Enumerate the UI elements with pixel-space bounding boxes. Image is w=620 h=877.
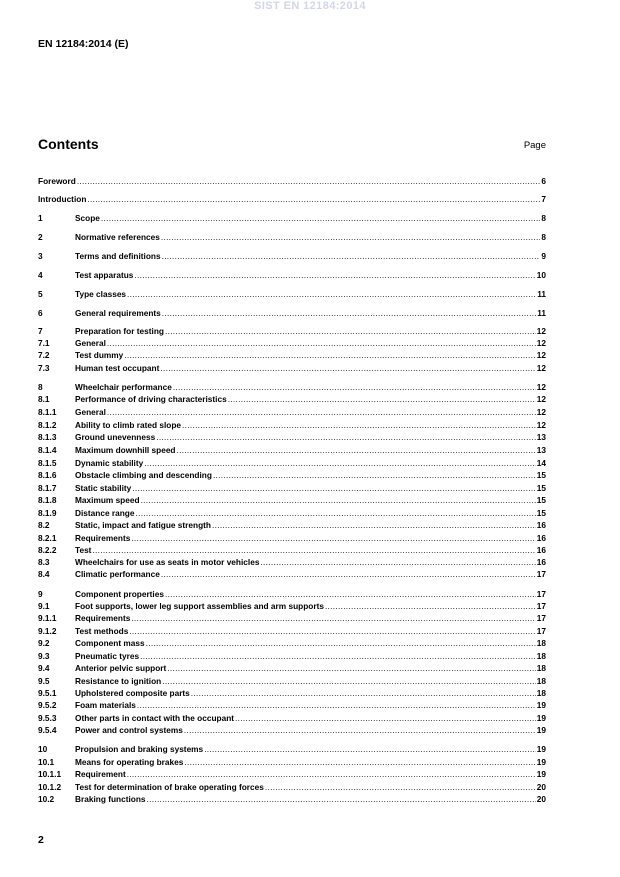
toc-entry-title: Test methods	[75, 626, 129, 636]
toc-entry-title: Type classes	[75, 289, 127, 299]
watermark: SIST EN 12184:2014	[254, 0, 366, 12]
toc-entry-page: 17	[536, 613, 546, 623]
toc-entry-number: 9.1.1	[38, 613, 57, 623]
toc-leader-dots	[184, 725, 536, 736]
toc-entry-title: Maximum downhill speed	[75, 445, 176, 455]
toc-entry-page: 13	[536, 445, 546, 455]
toc-entry-number: 4	[38, 270, 43, 280]
toc-entry-title: Distance range	[75, 508, 135, 518]
toc-entry-number: 9.5.2	[38, 700, 57, 710]
toc-entry-number: 7	[38, 326, 43, 336]
toc-leader-dots	[107, 407, 536, 418]
toc-entry	[38, 700, 546, 711]
toc-entry	[38, 613, 546, 624]
toc-leader-dots	[260, 557, 535, 568]
toc-entry	[38, 251, 546, 262]
toc-leader-dots	[162, 251, 541, 262]
toc-entry-title: Performance of driving characteristics	[75, 394, 227, 404]
toc-entry-page: 7	[541, 194, 546, 204]
toc-entry-number: 7.1	[38, 338, 50, 348]
toc-entry-page: 17	[536, 601, 546, 611]
toc-entry-number: 2	[38, 232, 43, 242]
toc-entry-number: 9.5.4	[38, 725, 57, 735]
toc-entry-number: 5	[38, 289, 43, 299]
toc-entry-title: Ability to climb rated slope	[75, 420, 182, 430]
toc-entry-page: 18	[536, 638, 546, 648]
toc-entry-number: 8	[38, 382, 43, 392]
toc-entry-title: Ground unevenness	[75, 432, 156, 442]
toc-entry-number: 8.3	[38, 557, 50, 567]
document-id: EN 12184:2014 (E)	[38, 38, 129, 50]
toc-entry-number: 8.1.1	[38, 407, 57, 417]
toc-entry-title: Requirements	[75, 613, 131, 623]
toc-entry	[38, 638, 546, 649]
toc-leader-dots	[161, 569, 536, 580]
toc-entry-page: 15	[536, 470, 546, 480]
toc-entry	[38, 232, 546, 243]
toc-entry-title: Maximum speed	[75, 495, 140, 505]
toc-entry-title: Dynamic stability	[75, 458, 144, 468]
toc-leader-dots	[165, 326, 536, 337]
toc-entry	[38, 713, 546, 724]
toc-entry	[38, 688, 546, 699]
toc-entry-page: 16	[536, 545, 546, 555]
toc-entry-page: 17	[536, 626, 546, 636]
toc-entry-number: 9.1.2	[38, 626, 57, 636]
toc-entry-title: Upholstered composite parts	[75, 688, 190, 698]
toc-leader-dots	[265, 782, 536, 793]
toc-entry-number: 8.1.9	[38, 508, 57, 518]
toc-entry-page: 10	[536, 270, 546, 280]
page-column-heading: Page	[523, 140, 546, 151]
toc-entry	[38, 744, 546, 755]
toc-entry-page: 15	[536, 495, 546, 505]
toc-entry-title: Terms and definitions	[75, 251, 161, 261]
toc-leader-dots	[213, 470, 536, 481]
toc-entry	[38, 194, 546, 205]
toc-entry-title: Test apparatus	[75, 270, 134, 280]
toc-entry	[38, 663, 546, 674]
toc-entry-title: General	[75, 338, 106, 348]
toc-leader-dots	[131, 613, 535, 624]
toc-entry-page: 9	[541, 251, 546, 261]
toc-entry-number: 9.2	[38, 638, 50, 648]
toc-entry	[38, 651, 546, 662]
toc-entry-title: Obstacle climbing and descending	[75, 470, 212, 480]
toc-entry-title: Static stability	[75, 483, 132, 493]
toc-entry-page: 17	[536, 589, 546, 599]
toc-entry-title: Pneumatic tyres	[75, 651, 140, 661]
toc-entry-title: Climatic performance	[75, 569, 160, 579]
toc-entry-number: 9.5.1	[38, 688, 57, 698]
toc-entry-number: 8.2	[38, 520, 50, 530]
toc-leader-dots	[167, 663, 535, 674]
toc-leader-dots	[184, 757, 535, 768]
toc-leader-dots	[124, 350, 536, 361]
toc-leader-dots	[131, 533, 535, 544]
toc-entry-title: Foot supports, lower leg support assemblies and arm supports	[75, 601, 324, 611]
toc-entry-number: 8.2.2	[38, 545, 57, 555]
toc-leader-dots	[134, 270, 535, 281]
toc-entry-title: Component mass	[75, 638, 145, 648]
toc-entry-page: 13	[536, 432, 546, 442]
toc-entry-page: 12	[536, 338, 546, 348]
page-title: Contents	[38, 136, 99, 152]
toc-entry	[38, 213, 546, 224]
toc-entry-number: 1	[38, 213, 43, 223]
toc-leader-dots	[129, 626, 535, 637]
toc-entry-page: 19	[536, 713, 546, 723]
toc-entry-number: 8.1	[38, 394, 50, 404]
toc-entry-number: 10.2	[38, 794, 55, 804]
toc-entry	[38, 569, 546, 580]
toc-entry-page: 6	[541, 176, 546, 186]
toc-entry-page: 11	[537, 289, 546, 299]
toc-entry-page: 12	[536, 382, 546, 392]
toc-entry-page: 12	[536, 420, 546, 430]
toc-entry-page: 11	[537, 308, 546, 318]
toc-entry-page: 17	[536, 569, 546, 579]
toc-entry-page: 12	[536, 394, 546, 404]
toc-leader-dots	[137, 700, 536, 711]
toc-entry	[38, 363, 546, 374]
toc-entry-number: 6	[38, 308, 43, 318]
toc-entry-number: 9.3	[38, 651, 50, 661]
toc-leader-dots	[191, 688, 536, 699]
toc-entry	[38, 520, 546, 531]
toc-entry-title: Propulsion and braking systems	[75, 744, 204, 754]
toc-entry	[38, 782, 546, 793]
toc-entry-page: 15	[536, 508, 546, 518]
toc-entry	[38, 445, 546, 456]
toc-leader-dots	[204, 744, 536, 755]
toc-entry-number: 10	[38, 744, 48, 754]
toc-leader-dots	[212, 520, 536, 531]
toc-entry-number: 8.4	[38, 569, 50, 579]
toc-entry-number: 7.3	[38, 363, 50, 373]
toc-entry	[38, 289, 546, 300]
toc-leader-dots	[144, 458, 536, 469]
toc-leader-dots	[146, 638, 536, 649]
toc-entry-number: 9	[38, 589, 43, 599]
toc-entry-number: 8.2.1	[38, 533, 57, 543]
toc-entry-title: Requirement	[75, 769, 126, 779]
toc-leader-dots	[235, 713, 536, 724]
toc-entry-title: Power and control systems	[75, 725, 183, 735]
toc-entry-number: 9.1	[38, 601, 50, 611]
toc-leader-dots	[182, 420, 536, 431]
toc-leader-dots	[161, 232, 541, 243]
toc-entry-title: General requirements	[75, 308, 161, 318]
toc-entry-title: Static, impact and fatigue strength	[75, 520, 211, 530]
toc-entry-number: 8.1.2	[38, 420, 57, 430]
toc-entry-number: 8.1.4	[38, 445, 57, 455]
toc-entry-title: Other parts in contact with the occupant	[75, 713, 235, 723]
toc-leader-dots	[101, 213, 540, 224]
toc-entry-title: Introduction	[38, 194, 87, 204]
toc-entry-title: Foreword	[38, 176, 76, 186]
toc-entry-title: Means for operating brakes	[75, 757, 184, 767]
toc-leader-dots	[162, 676, 536, 687]
toc-leader-dots	[228, 394, 536, 405]
toc-entry-page: 20	[536, 782, 546, 792]
toc-leader-dots	[127, 289, 536, 300]
toc-entry	[38, 676, 546, 687]
toc-entry-page: 18	[536, 651, 546, 661]
toc-entry	[38, 601, 546, 612]
toc-entry-number: 10.1.1	[38, 769, 62, 779]
toc-entry-title: Wheelchair performance	[75, 382, 172, 392]
toc-entry	[38, 626, 546, 637]
toc-entry-title: Test for determination of brake operating forces	[75, 782, 264, 792]
toc-entry-page: 12	[536, 363, 546, 373]
toc-entry-title: Preparation for testing	[75, 326, 164, 336]
toc-leader-dots	[140, 651, 536, 662]
toc-leader-dots	[147, 794, 536, 805]
toc-leader-dots	[160, 363, 535, 374]
toc-leader-dots	[177, 445, 536, 456]
toc-entry-page: 8	[541, 213, 546, 223]
toc-leader-dots	[77, 176, 541, 187]
toc-entry-page: 19	[536, 725, 546, 735]
toc-entry-number: 8.1.6	[38, 470, 57, 480]
toc-entry-page: 19	[536, 769, 546, 779]
toc-entry	[38, 432, 546, 443]
toc-entry	[38, 458, 546, 469]
toc-entry-page: 18	[536, 676, 546, 686]
toc-entry-page: 19	[536, 700, 546, 710]
toc-entry-number: 8.1.8	[38, 495, 57, 505]
toc-leader-dots	[325, 601, 536, 612]
toc-entry-number: 9.4	[38, 663, 50, 673]
toc-entry-page: 19	[536, 744, 546, 754]
toc-entry-number: 9.5.3	[38, 713, 57, 723]
toc-entry	[38, 769, 546, 780]
toc-entry	[38, 794, 546, 805]
toc-entry-number: 10.1	[38, 757, 55, 767]
toc-entry-page: 14	[536, 458, 546, 468]
toc-entry	[38, 350, 546, 361]
toc-leader-dots	[141, 495, 536, 506]
toc-leader-dots	[135, 508, 535, 519]
toc-entry	[38, 176, 546, 187]
toc-leader-dots	[107, 338, 536, 349]
toc-entry	[38, 394, 546, 405]
page-number: 2	[38, 834, 44, 846]
toc-entry	[38, 420, 546, 431]
toc-entry	[38, 545, 546, 556]
toc-entry-title: Component properties	[75, 589, 164, 599]
toc-entry-page: 18	[536, 688, 546, 698]
toc-leader-dots	[87, 194, 540, 205]
toc-entry-page: 16	[536, 520, 546, 530]
toc-entry	[38, 308, 546, 319]
toc-entry-page: 8	[541, 232, 546, 242]
toc-entry-title: Anterior pelvic support	[75, 663, 167, 673]
toc-entry-title: Normative references	[75, 232, 160, 242]
toc-entry	[38, 533, 546, 544]
toc-entry-page: 18	[536, 663, 546, 673]
toc-entry	[38, 725, 546, 736]
toc-leader-dots	[165, 589, 536, 600]
toc-entry	[38, 495, 546, 506]
toc-entry	[38, 338, 546, 349]
toc-entry-number: 8.1.3	[38, 432, 57, 442]
toc-entry	[38, 382, 546, 393]
toc-leader-dots	[132, 483, 536, 494]
toc-entry-title: Scope	[75, 213, 100, 223]
toc-entry-page: 12	[536, 407, 546, 417]
toc-leader-dots	[173, 382, 536, 393]
toc-entry	[38, 270, 546, 281]
toc-entry-title: Braking functions	[75, 794, 146, 804]
toc-entry-page: 12	[536, 326, 546, 336]
toc-leader-dots	[92, 545, 535, 556]
toc-entry-page: 16	[536, 557, 546, 567]
toc-entry-page: 19	[536, 757, 546, 767]
toc-leader-dots	[156, 432, 536, 443]
toc-entry	[38, 483, 546, 494]
toc-entry-number: 8.1.5	[38, 458, 57, 468]
toc-entry-title: General	[75, 407, 106, 417]
toc-entry-page: 12	[536, 350, 546, 360]
toc-leader-dots	[162, 308, 536, 319]
toc-entry	[38, 470, 546, 481]
toc-entry	[38, 589, 546, 600]
toc-entry-title: Wheelchairs for use as seats in motor vehicles	[75, 557, 260, 567]
toc-entry-number: 8.1.7	[38, 483, 57, 493]
toc-entry-title: Test	[75, 545, 92, 555]
toc-entry	[38, 508, 546, 519]
toc-entry-title: Foam materials	[75, 700, 136, 710]
toc-entry-title: Human test occupant	[75, 363, 160, 373]
toc-entry	[38, 326, 546, 337]
toc-entry-title: Resistance to ignition	[75, 676, 162, 686]
toc-entry-page: 20	[536, 794, 546, 804]
toc-entry-number: 7.2	[38, 350, 50, 360]
toc-entry-title: Requirements	[75, 533, 131, 543]
toc-leader-dots	[127, 769, 536, 780]
toc-entry-number: 10.1.2	[38, 782, 62, 792]
toc-entry-page: 16	[536, 533, 546, 543]
toc-entry	[38, 757, 546, 768]
toc-entry-title: Test dummy	[75, 350, 124, 360]
toc-entry	[38, 557, 546, 568]
toc-entry-number: 9.5	[38, 676, 50, 686]
toc-entry-number: 3	[38, 251, 43, 261]
toc-entry-page: 15	[536, 483, 546, 493]
toc-entry	[38, 407, 546, 418]
